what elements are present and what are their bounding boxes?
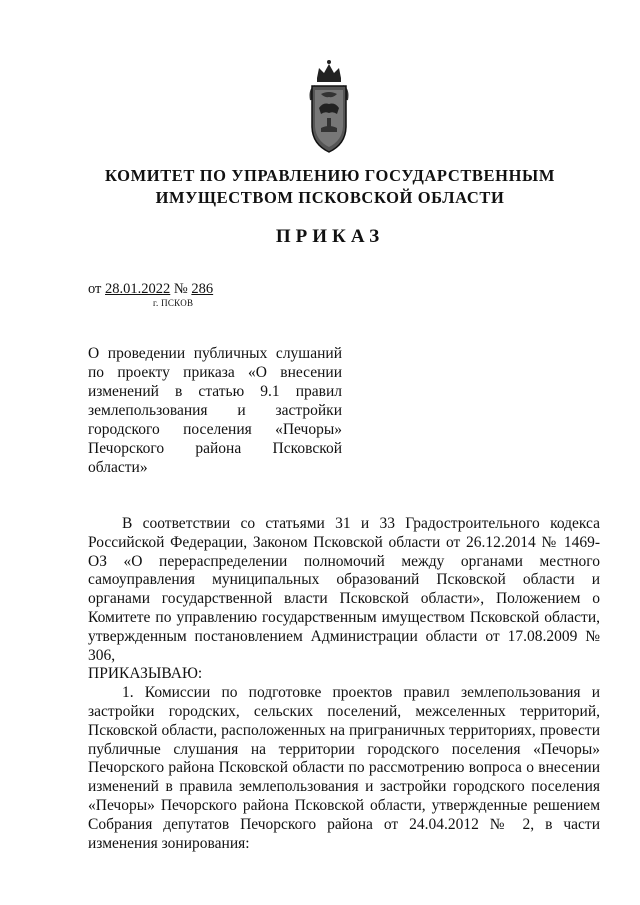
document-number: 286 (191, 281, 214, 297)
document-type-title: ПРИКАЗ (275, 226, 385, 247)
date-prefix: от (88, 281, 102, 297)
item-1-paragraph: 1. Комиссии по подготовке проектов правил землепользования и застройки городских, сельских поселений, межселенных территорий, Псковской области, расположенных на приграничных территориях, провести публичные слушания на территории городского поселения «Печоры» Печорского района Псковской области по рассмотрению вопроса о внесении изменений в правила землепользования и застройки городского поселения «Печоры» Печорского района Псковской области, утвержденные решением Собрания депутатов Печорского района от 24.04.2012 № 2, в части изменения зонирования: (88, 684, 600, 852)
number-prefix: № (173, 281, 188, 297)
document-place: г. ПСКОВ (153, 298, 194, 308)
preamble-paragraph: В соответствии со статьями 31 и 33 Градостроительного кодекса Российской Федерации, Законом Псковской области от 26.12.2014 № 1469-ОЗ «О перераспределении полномочий между органами местного самоуправления муниципальных образований Псковской области и органами государственной власти Псковской области», Положением о Комитете по управлению государственным имуществом Псковской области, утвержденным постановлением Администрации области от 17.08.2009 № 306, (88, 515, 600, 664)
document-body (88, 515, 600, 853)
coat-of-arms-icon (303, 56, 355, 156)
document-date: 28.01.2022 (105, 281, 171, 297)
organization-name (60, 165, 600, 209)
org-line-1: КОМИТЕТ ПО УПРАВЛЕНИЮ ГОСУДАРСТВЕННЫМ (105, 166, 555, 185)
coat-of-arms-emblem (303, 56, 355, 156)
org-line-2: ИМУЩЕСТВОМ ПСКОВСКОЙ ОБЛАСТИ (155, 188, 505, 207)
date-number-line (88, 281, 213, 298)
document-subject: О проведении публичных слушаний по проекту приказа «О внесении изменений в статью 9.1 правил землепользования и застройки городского поселения «Печоры» Печорского района Псковской области» (88, 345, 342, 476)
order-word: ПРИКАЗЫВАЮ: (88, 665, 203, 683)
